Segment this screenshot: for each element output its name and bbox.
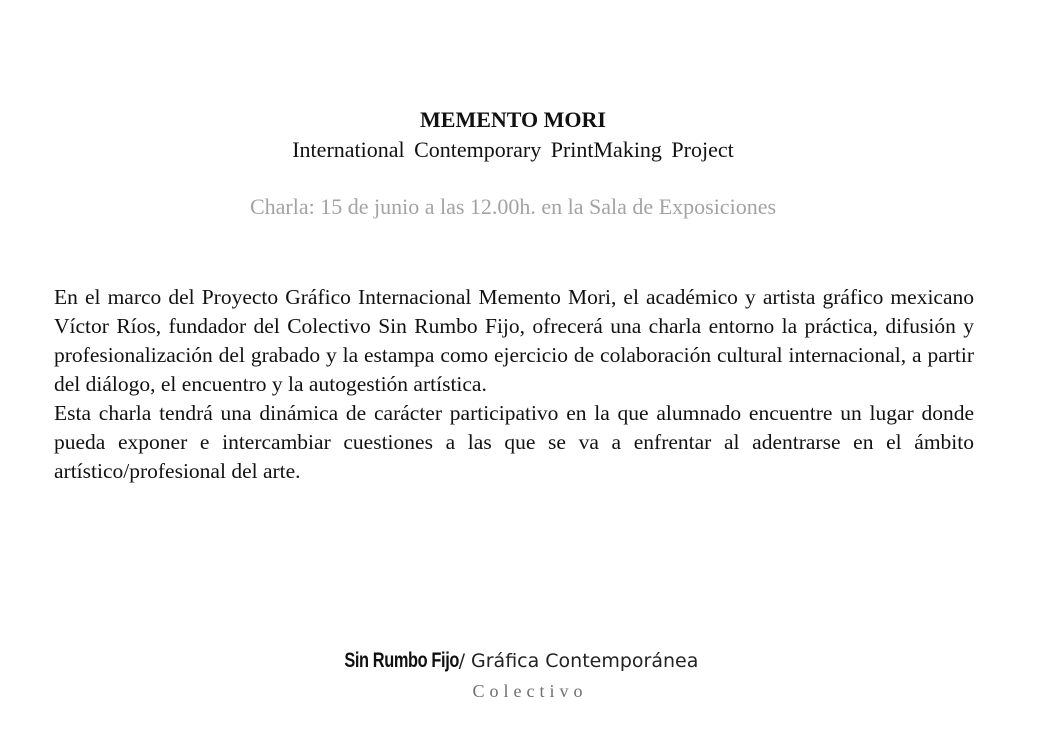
footer-logo-line	[0, 646, 1030, 678]
brand-name: Sin Rumbo Fijo	[343, 649, 459, 672]
paragraph-format: Esta charla tendrá una dinámica de carácter participativo en la que alumnado encuentre un lugar donde pueda exponer e intercambiar cuestiones a las que se va a enfrentar al adentrarse en el ámbito artístico/profesional del arte.	[54, 401, 974, 483]
body-text	[54, 283, 974, 486]
page-subtitle: International Contemporary PrintMaking Project	[292, 137, 734, 162]
header	[0, 105, 1026, 222]
brand-collective: Colectivo	[472, 681, 588, 701]
brand-tagline: / Gráfica Contemporánea	[458, 650, 699, 672]
footer-logo	[0, 646, 1030, 704]
page-title: MEMENTO MORI	[420, 107, 606, 132]
talk-info: Charla: 15 de junio a las 12.00h. en la Sala de Exposiciones	[249, 194, 777, 219]
paragraph-intro: En el marco del Proyecto Gráfico Internacional Memento Mori, el académico y artista gráfico mexicano Víctor Ríos, fundador del Colectivo Sin Rumbo Fijo, ofrecerá una charla entorno la práctica, difusión y profesionalización del grabado y la estampa como ejercicio de colaboración cultural internacional, a partir del diálogo, el encuentro y la autogestión artística.	[54, 285, 974, 396]
